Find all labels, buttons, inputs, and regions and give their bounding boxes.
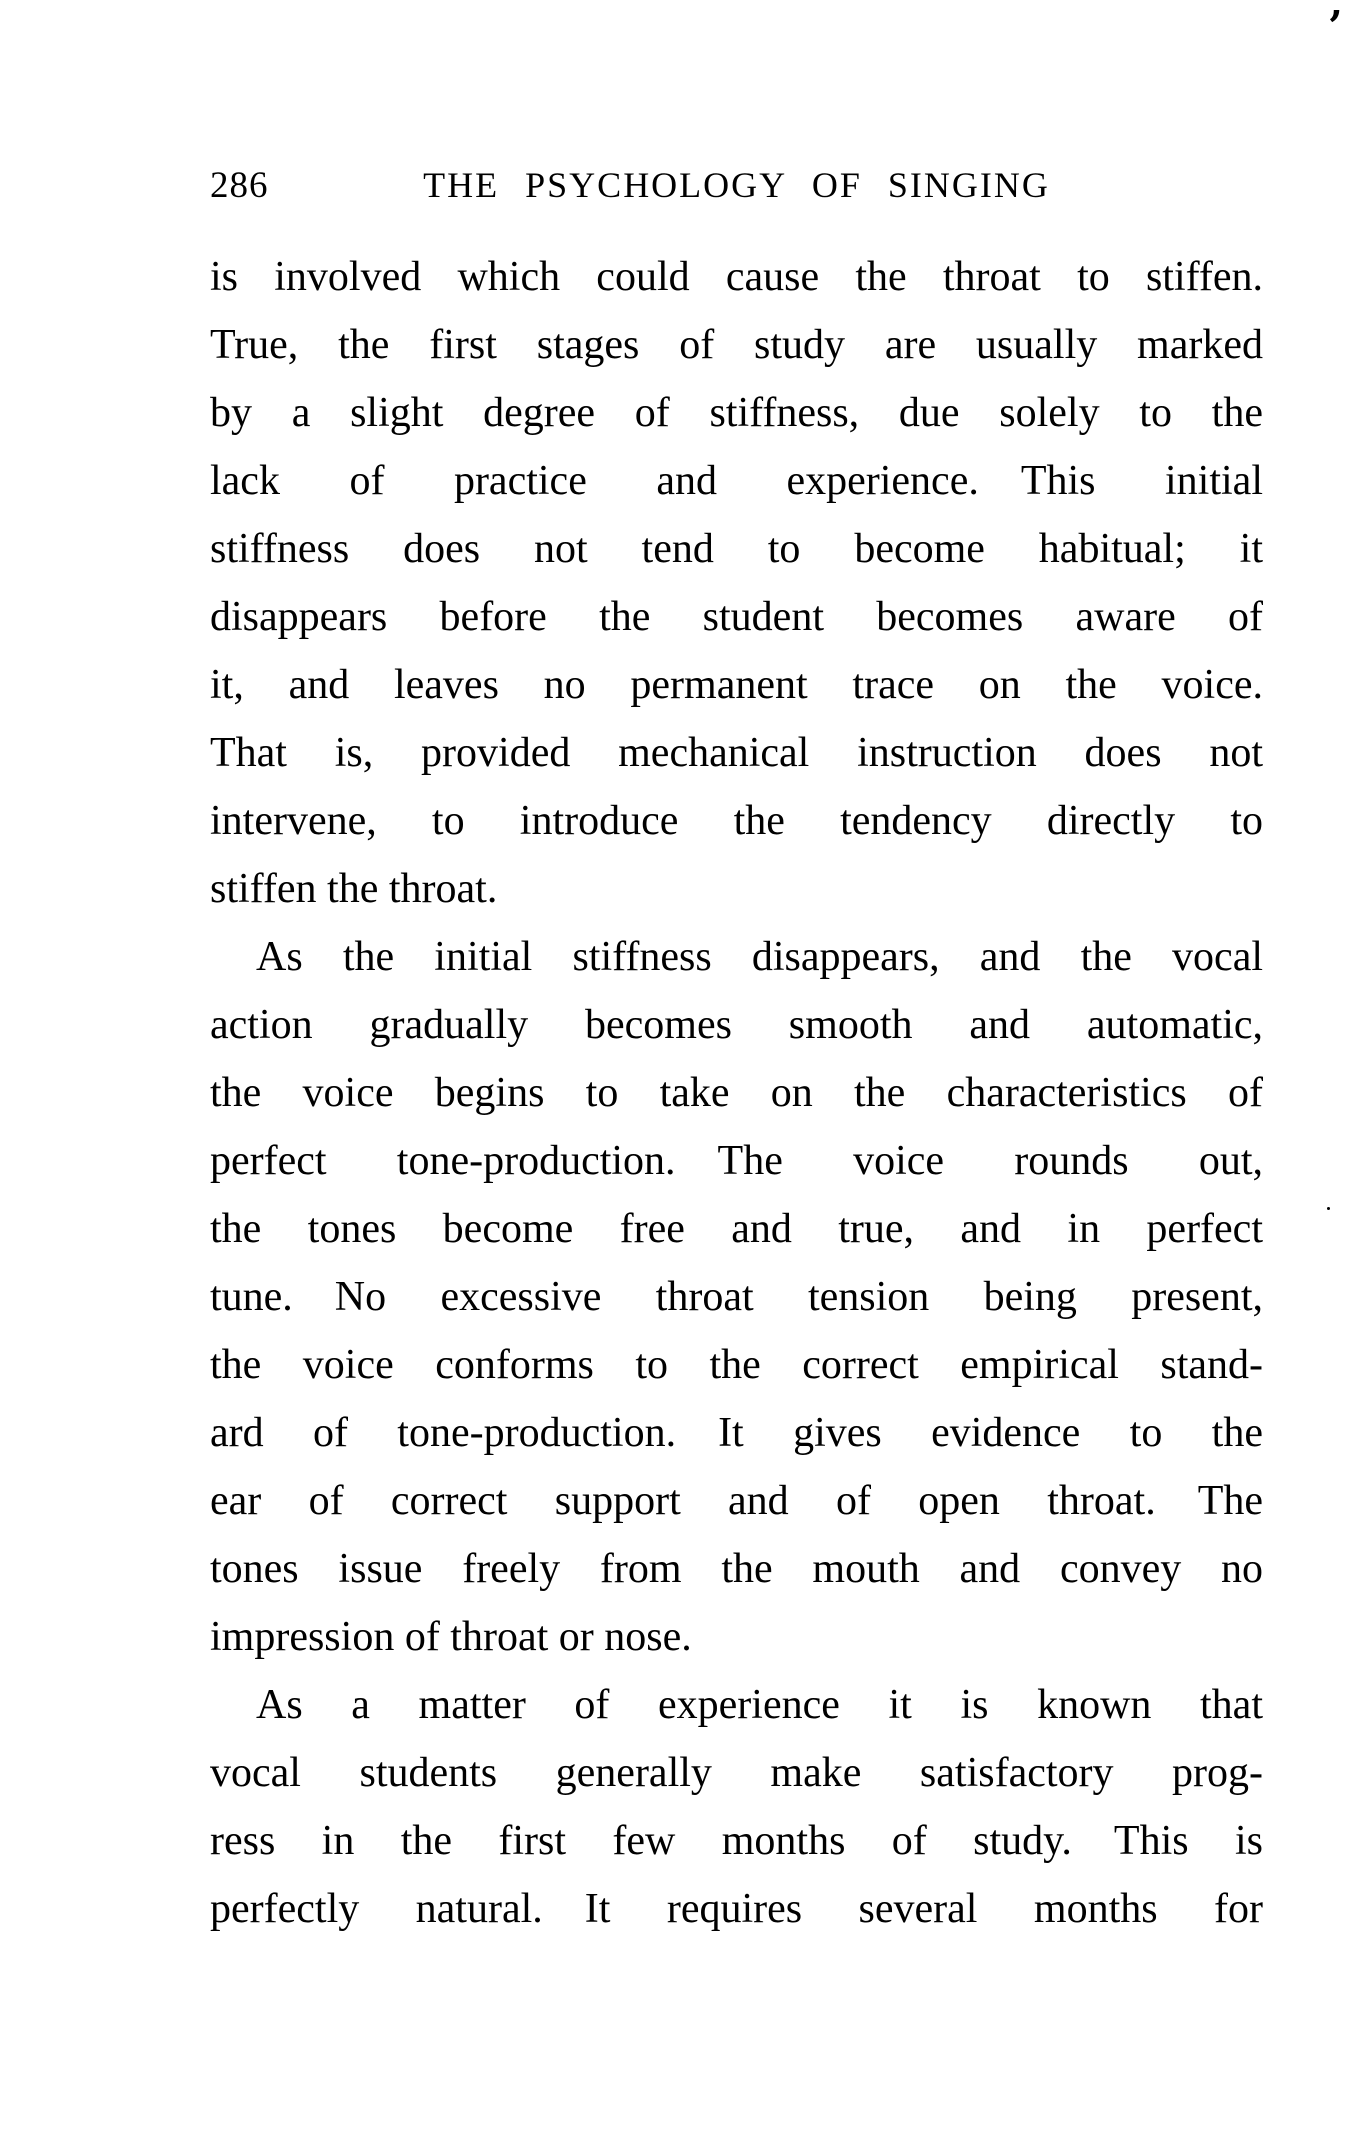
- text-line: by a slight degree of stiffness, due solely to the: [210, 390, 1263, 436]
- text-line: stiffness does not tend to become habitual; it: [210, 526, 1263, 572]
- text-line: intervene, to introduce the tendency directly to: [210, 798, 1263, 844]
- text-line: disappears before the student becomes aware of: [210, 594, 1263, 640]
- text-line: tune. No excessive throat tension being present,: [210, 1274, 1263, 1320]
- text-line: perfect tone-production. The voice rounds out,: [210, 1138, 1263, 1184]
- text-line: the tones become free and true, and in perfect: [210, 1206, 1263, 1252]
- ink-speck-artifact: ’: [1328, 2, 1343, 51]
- text-line-paragraph-start: As the initial stiffness disappears, and the vocal: [256, 934, 1263, 980]
- text-line: perfectly natural. It requires several months for: [210, 1886, 1263, 1932]
- text-line: is involved which could cause the throat to stiffen.: [210, 254, 1263, 300]
- text-line: That is, provided mechanical instruction does not: [210, 730, 1263, 776]
- text-line: the voice conforms to the correct empirical stand-: [210, 1342, 1263, 1388]
- text-line: ress in the first few months of study. This is: [210, 1818, 1263, 1864]
- text-line: action gradually becomes smooth and automatic,: [210, 1002, 1263, 1048]
- text-line: True, the first stages of study are usually marked: [210, 322, 1263, 368]
- text-line: lack of practice and experience. This initial: [210, 458, 1263, 504]
- page-number: 286: [210, 165, 269, 206]
- text-line: it, and leaves no permanent trace on the voice.: [210, 662, 1263, 708]
- running-title: THE PSYCHOLOGY OF SINGING: [423, 165, 1050, 205]
- text-line-paragraph-end: impression of throat or nose.: [210, 1614, 692, 1660]
- text-line: the voice begins to take on the characteristics of: [210, 1070, 1263, 1116]
- running-header: [210, 167, 1263, 211]
- text-line: ard of tone-production. It gives evidence to the: [210, 1410, 1263, 1456]
- text-line: tones issue freely from the mouth and convey no: [210, 1546, 1263, 1592]
- text-line: vocal students generally make satisfactory prog-: [210, 1750, 1263, 1796]
- text-line-paragraph-end: stiffen the throat.: [210, 866, 498, 912]
- ink-dot-artifact: [1327, 1207, 1330, 1210]
- text-line: ear of correct support and of open throat. The: [210, 1478, 1263, 1524]
- body-text: [210, 243, 1263, 1943]
- text-line-paragraph-start: As a matter of experience it is known that: [256, 1682, 1263, 1728]
